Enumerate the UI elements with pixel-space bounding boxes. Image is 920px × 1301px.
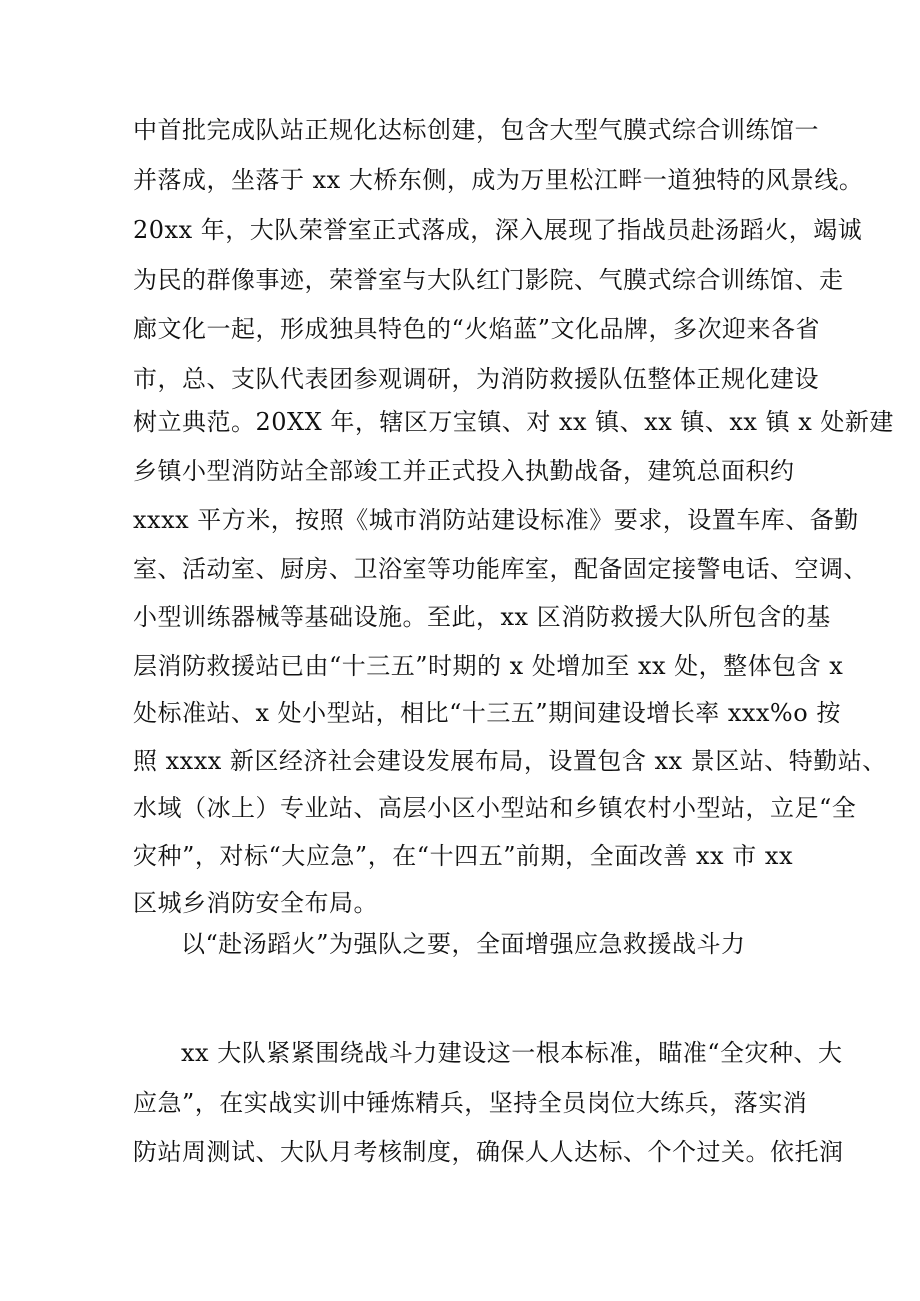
section-heading: 以“赴汤蹈火”为强队之要，全面增强应急救援战斗力 bbox=[181, 930, 746, 958]
paragraph-line: 防站周测试、大队月考核制度，确保人人达标、个个过关。依托润 bbox=[133, 1138, 844, 1166]
paragraph-line: 廊文化一起，形成独具特色的“火焰蓝”文化品牌，多次迎来各省 bbox=[133, 315, 821, 343]
paragraph-line: 处标准站、x 处小型站，相比“十三五”期间建设增长率 xxx%o 按 bbox=[133, 699, 841, 727]
paragraph-line: xx 大队紧紧围绕战斗力建设这一根本标准，瞄准“全灾种、大 bbox=[181, 1039, 843, 1067]
paragraph-line: 应急”，在实战实训中锤炼精兵，坚持全员岗位大练兵，落实消 bbox=[133, 1089, 808, 1117]
paragraph-line: 市，总、支队代表团参观调研，为消防救援队伍整体正规化建设 bbox=[133, 365, 819, 393]
paragraph-line: 小型训练器械等基础设施。至此，xx 区消防救援大队所包含的基 bbox=[133, 603, 831, 631]
paragraph-line: 水域（冰上）专业站、高层小区小型站和乡镇农村小型站，立足“全 bbox=[133, 794, 857, 822]
paragraph-line: xxxx 平方米，按照《城市消防站建设标准》要求，设置车库、备勤 bbox=[133, 506, 859, 534]
paragraph-line: 室、活动室、厨房、卫浴室等功能库室，配备固定接警电话、空调、 bbox=[133, 555, 868, 583]
paragraph-line: 层消防救援站已由“十三五”时期的 x 处增加至 xx 处，整体包含 x bbox=[133, 652, 844, 680]
paragraph-line: 为民的群像事迹，荣誉室与大队红门影院、气膜式综合训练馆、走 bbox=[133, 266, 844, 294]
paragraph-line: 乡镇小型消防站全部竣工并正式投入执勤战备，建筑总面积约 bbox=[133, 457, 795, 485]
paragraph-line: 并落成，坐落于 xx 大桥东侧，成为万里松江畔一道独特的风景线。 bbox=[133, 166, 864, 194]
paragraph-line: 20xx 年，大队荣誉室正式落成，深入展现了指战员赴汤蹈火，竭诚 bbox=[133, 216, 863, 244]
paragraph-line: 照 xxxx 新区经济社会建设发展布局，设置包含 xx 景区站、特勤站、 bbox=[133, 747, 887, 775]
paragraph-line: 区城乡消防安全布局。 bbox=[133, 889, 378, 917]
paragraph-line: 灾种”，对标“大应急”，在“十四五”前期，全面改善 xx 市 xx bbox=[133, 842, 793, 870]
paragraph-line: 中首批完成队站正规化达标创建，包含大型气膜式综合训练馆一 bbox=[133, 116, 819, 144]
paragraph-line: 树立典范。20XX 年，辖区万宝镇、对 xx 镇、xx 镇、xx 镇 x 处新建 bbox=[133, 408, 894, 436]
